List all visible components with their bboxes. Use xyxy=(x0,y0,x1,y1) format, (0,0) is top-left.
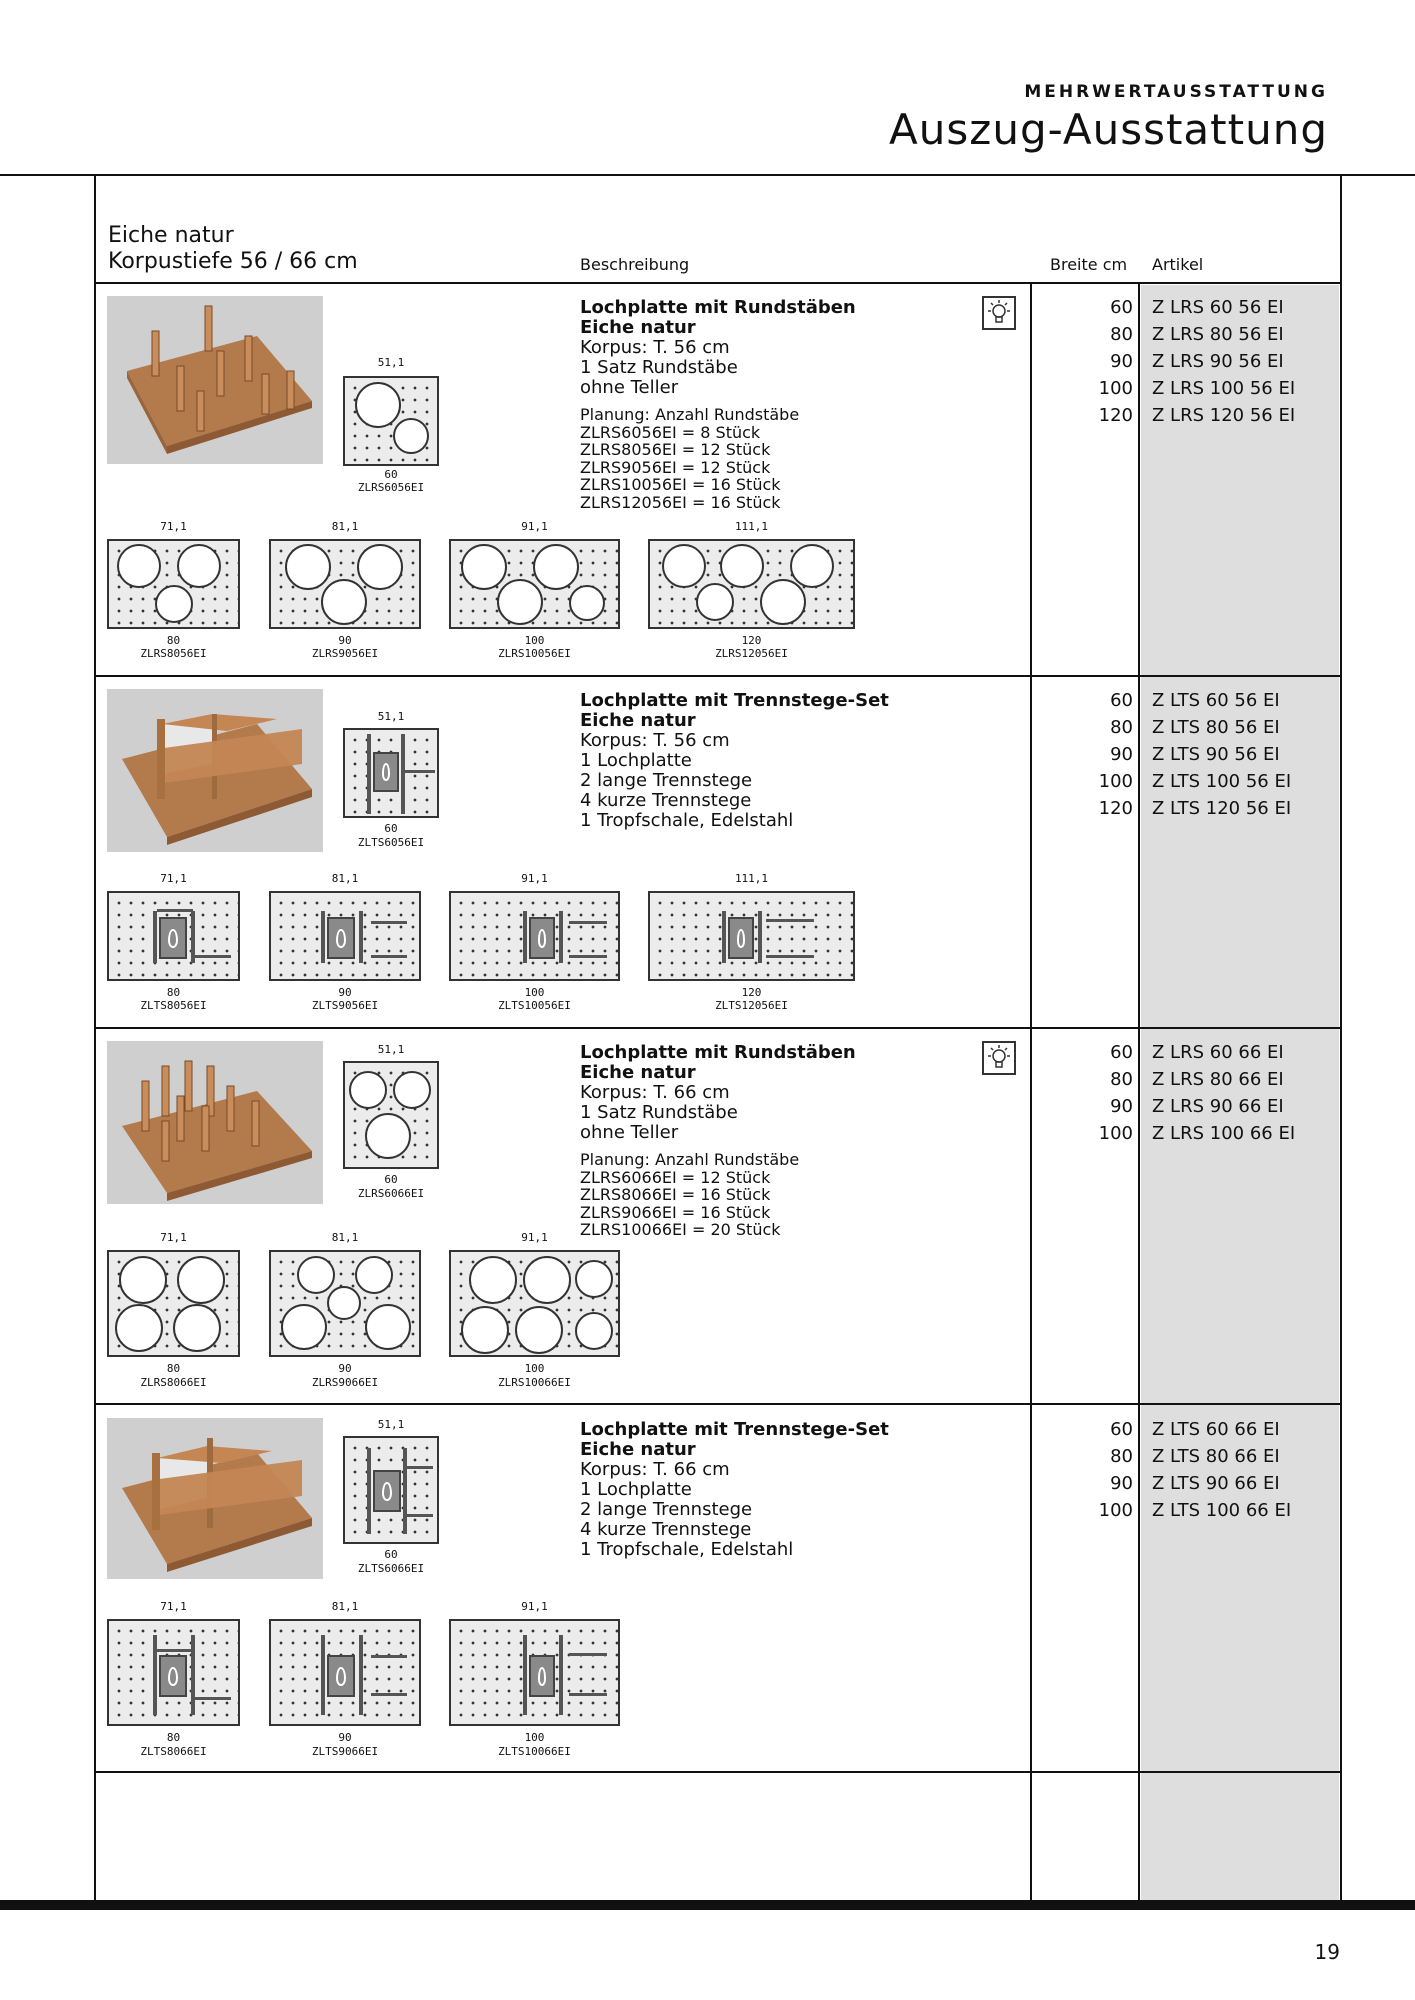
product-photo-rod-plate-66 xyxy=(107,1041,323,1204)
row-divider xyxy=(94,675,1341,677)
row-divider xyxy=(94,1027,1341,1029)
product-name: Lochplatte mit Rundstäben xyxy=(580,1042,856,1063)
article-number: Z LRS 80 66 EI xyxy=(1152,1069,1284,1090)
desc-line: 1 Lochplatte xyxy=(580,750,692,771)
layout-diagram xyxy=(449,1231,620,1396)
layout-diagram xyxy=(449,520,620,668)
width-value: 80 xyxy=(1110,1446,1133,1467)
diagram-top-dim: 81,1 xyxy=(331,872,359,885)
diagram-bottom-dim: 90 xyxy=(338,986,352,999)
article-number: Z LRS 100 66 EI xyxy=(1152,1123,1296,1144)
width-value: 90 xyxy=(1110,744,1133,765)
widths-list xyxy=(1045,1039,1133,1147)
diagram-code: ZLTS12056EI xyxy=(715,999,788,1012)
layout-diagram xyxy=(449,1600,620,1765)
desc-line: 1 Lochplatte xyxy=(580,1479,692,1500)
description-rod-plate-56 xyxy=(580,298,856,511)
desc-line: 2 lange Trennstege xyxy=(580,770,753,791)
diagram-code: ZLRS8056EI xyxy=(140,647,207,660)
product-name: Lochplatte mit Trennstege-Set xyxy=(580,1419,889,1440)
layout-diagram xyxy=(269,1231,421,1396)
perforated-plate xyxy=(343,1436,439,1544)
col-header-article: Artikel xyxy=(1152,255,1204,274)
width-value: 90 xyxy=(1110,351,1133,372)
perforated-plate xyxy=(449,1619,620,1726)
product-photo-divider-plate-66 xyxy=(107,1418,323,1579)
diagram-code: ZLRS9056EI xyxy=(311,647,379,660)
articles-list xyxy=(1152,1039,1332,1147)
layout-diagram xyxy=(648,872,855,1020)
diagram-code: ZLRS9066EI xyxy=(311,1376,379,1389)
planning-block xyxy=(580,1151,856,1239)
articles-list xyxy=(1152,687,1332,822)
diagram-bottom-dim: 80 xyxy=(166,634,181,647)
desc-line: 1 Satz Rundstäbe xyxy=(580,357,738,378)
desc-line: 1 Tropfschale, Edelstahl xyxy=(580,810,794,831)
perforated-plate xyxy=(449,1250,620,1357)
desc-line: 2 lange Trennstege xyxy=(580,1499,753,1520)
diagram-code: ZLTS9066EI xyxy=(311,1745,379,1758)
planning-block xyxy=(580,406,856,511)
perforated-plate xyxy=(107,539,240,629)
table-title xyxy=(108,223,358,275)
diagram-bottom-dim: 120 xyxy=(741,986,762,999)
layout-diagram xyxy=(449,872,620,1020)
width-column-divider xyxy=(1030,283,1032,1900)
article-number: Z LRS 90 56 EI xyxy=(1152,351,1284,372)
diagram-top-dim: 111,1 xyxy=(734,520,769,533)
article-number: Z LTS 100 66 EI xyxy=(1152,1500,1292,1521)
col-header-width: Breite cm xyxy=(1050,255,1128,274)
diagram-top-dim: 71,1 xyxy=(160,1600,187,1613)
product-name: Lochplatte mit Rundstäben xyxy=(580,297,856,318)
diagram-code: ZLRS12056EI xyxy=(715,647,788,660)
width-value: 100 xyxy=(1098,1500,1133,1521)
diagram-code: ZLTS8066EI xyxy=(140,1745,207,1758)
product-photo-divider-plate-56 xyxy=(107,689,323,852)
perforated-plate xyxy=(107,1250,240,1357)
diagram-code: ZLTS6066EI xyxy=(357,1562,425,1575)
desc-line: 1 Satz Rundstäbe xyxy=(580,1102,738,1123)
description-divider-plate-66 xyxy=(580,1420,889,1560)
width-value: 100 xyxy=(1098,1123,1133,1144)
layout-diagram xyxy=(343,710,439,855)
product-color: Eiche natur xyxy=(580,710,696,731)
table-left-border xyxy=(94,174,96,1900)
diagram-top-dim: 81,1 xyxy=(331,520,359,533)
diagram-bottom-dim: 60 xyxy=(384,822,398,835)
article-column-divider xyxy=(1138,283,1140,1900)
diagram-top-dim: 71,1 xyxy=(160,872,187,885)
desc-line: 1 Tropfschale, Edelstahl xyxy=(580,1539,794,1560)
widths-list xyxy=(1045,294,1133,429)
layout-diagram xyxy=(343,356,439,496)
diagram-bottom-dim: 100 xyxy=(524,986,545,999)
layout-diagram xyxy=(107,520,240,668)
article-number: Z LRS 60 66 EI xyxy=(1152,1042,1284,1063)
diagram-code: ZLRS10066EI xyxy=(498,1376,571,1389)
width-value: 60 xyxy=(1110,1419,1133,1440)
article-number: Z LTS 60 56 EI xyxy=(1152,690,1280,711)
perforated-plate xyxy=(343,376,439,466)
diagram-code: ZLTS9056EI xyxy=(311,999,379,1012)
product-color: Eiche natur xyxy=(580,317,696,338)
diagram-code: ZLRS8066EI xyxy=(140,1376,207,1389)
diagram-bottom-dim: 90 xyxy=(338,634,352,647)
product-name: Lochplatte mit Trennstege-Set xyxy=(580,690,889,711)
layout-diagram xyxy=(107,1231,240,1396)
diagram-bottom-dim: 80 xyxy=(166,1731,181,1744)
header-rule xyxy=(0,174,1415,176)
desc-line: Korpus: T. 56 cm xyxy=(580,337,730,358)
layout-diagram xyxy=(269,872,421,1020)
diagram-bottom-dim: 90 xyxy=(338,1362,352,1375)
diagram-top-dim: 81,1 xyxy=(331,1600,359,1613)
diagram-bottom-dim: 100 xyxy=(524,1731,545,1744)
lightbulb-icon xyxy=(982,296,1016,330)
product-color: Eiche natur xyxy=(580,1439,696,1460)
width-value: 100 xyxy=(1098,378,1133,399)
description-rod-plate-66 xyxy=(580,1043,856,1239)
drip-tray-icon xyxy=(373,1470,401,1512)
diagram-top-dim: 81,1 xyxy=(331,1231,359,1244)
material-label: Eiche natur xyxy=(108,223,234,248)
drip-tray-icon xyxy=(529,1655,555,1697)
desc-line: Korpus: T. 66 cm xyxy=(580,1459,730,1480)
width-value: 90 xyxy=(1110,1473,1133,1494)
articles-list xyxy=(1152,294,1332,429)
diagram-code: ZLTS6056EI xyxy=(357,836,425,849)
article-number: Z LTS 80 66 EI xyxy=(1152,1446,1280,1467)
diagram-bottom-dim: 60 xyxy=(384,468,398,481)
planning-line: ZLRS9056EI = 12 Stück xyxy=(580,457,771,477)
diagram-code: ZLTS8056EI xyxy=(140,999,207,1012)
diagram-bottom-dim: 120 xyxy=(741,634,762,647)
page-title: Auszug-Ausstattung xyxy=(889,105,1328,154)
article-number: Z LTS 90 56 EI xyxy=(1152,744,1280,765)
page-number: 19 xyxy=(1314,1940,1340,1964)
perforated-plate xyxy=(107,1619,240,1726)
layout-diagram xyxy=(343,1043,439,1205)
article-number: Z LRS 100 56 EI xyxy=(1152,378,1296,399)
product-photo-rod-plate-56 xyxy=(107,296,323,464)
diagram-top-dim: 71,1 xyxy=(160,1231,187,1244)
widths-list xyxy=(1045,687,1133,822)
product-color: Eiche natur xyxy=(580,1062,696,1083)
diagram-bottom-dim: 60 xyxy=(384,1173,398,1186)
perforated-plate xyxy=(648,891,855,981)
planning-line: ZLRS12056EI = 16 Stück xyxy=(580,492,781,512)
diagram-code: ZLTS10056EI xyxy=(498,999,571,1012)
drip-tray-icon xyxy=(327,917,355,959)
diagram-bottom-dim: 80 xyxy=(166,1362,181,1375)
row-divider xyxy=(94,282,1341,284)
diagram-top-dim: 51,1 xyxy=(377,710,405,723)
perforated-plate xyxy=(343,728,439,818)
perforated-plate xyxy=(269,891,421,981)
diagram-top-dim: 91,1 xyxy=(521,520,548,533)
desc-line: Korpus: T. 56 cm xyxy=(580,730,730,751)
diagram-bottom-dim: 80 xyxy=(166,986,181,999)
description-divider-plate-56 xyxy=(580,691,889,831)
width-value: 100 xyxy=(1098,771,1133,792)
perforated-plate xyxy=(269,1250,421,1357)
lightbulb-icon xyxy=(982,1041,1016,1075)
perforated-plate xyxy=(269,1619,421,1726)
planning-line: ZLRS8066EI = 16 Stück xyxy=(580,1185,771,1204)
depth-label: Korpustiefe 56 / 66 cm xyxy=(108,249,358,274)
widths-list xyxy=(1045,1416,1133,1524)
row-divider xyxy=(94,1403,1341,1405)
planning-line: ZLRS10056EI = 16 Stück xyxy=(580,475,781,494)
width-value: 80 xyxy=(1110,324,1133,345)
drip-tray-icon xyxy=(327,1655,355,1697)
diagram-code: ZLTS10066EI xyxy=(498,1745,571,1758)
article-number: Z LRS 90 66 EI xyxy=(1152,1096,1284,1117)
article-number: Z LTS 60 66 EI xyxy=(1152,1419,1280,1440)
layout-diagram xyxy=(343,1418,439,1583)
perforated-plate xyxy=(449,539,620,629)
layout-diagram xyxy=(648,520,855,668)
layout-diagram xyxy=(269,520,421,668)
article-number: Z LRS 80 56 EI xyxy=(1152,324,1284,345)
diagram-code: ZLRS10056EI xyxy=(498,647,571,660)
row-divider xyxy=(94,1771,1341,1773)
perforated-plate xyxy=(269,539,421,629)
drip-tray-icon xyxy=(373,752,399,792)
diagram-bottom-dim: 90 xyxy=(338,1731,352,1744)
desc-line: Korpus: T. 66 cm xyxy=(580,1082,730,1103)
article-number: Z LTS 90 66 EI xyxy=(1152,1473,1280,1494)
diagram-bottom-dim: 100 xyxy=(524,634,545,647)
diagram-top-dim: 111,1 xyxy=(734,872,769,885)
table-right-border xyxy=(1340,174,1342,1900)
drip-tray-icon xyxy=(728,917,754,959)
width-value: 80 xyxy=(1110,1069,1133,1090)
drip-tray-icon xyxy=(529,917,555,959)
diagram-bottom-dim: 100 xyxy=(524,1362,545,1375)
diagram-code: ZLRS6066EI xyxy=(357,1187,425,1200)
width-value: 80 xyxy=(1110,717,1133,738)
article-number: Z LTS 80 56 EI xyxy=(1152,717,1280,738)
articles-list xyxy=(1152,1416,1332,1524)
layout-diagram xyxy=(107,872,240,1020)
article-number: Z LTS 100 56 EI xyxy=(1152,771,1292,792)
width-value: 120 xyxy=(1098,405,1133,426)
diagram-code: ZLRS6056EI xyxy=(357,481,425,494)
diagram-top-dim: 71,1 xyxy=(160,520,187,533)
diagram-top-dim: 51,1 xyxy=(377,1418,405,1431)
planning-line: ZLRS10066EI = 20 Stück xyxy=(580,1220,781,1239)
width-value: 90 xyxy=(1110,1096,1133,1117)
desc-line: 4 kurze Trennstege xyxy=(580,1519,752,1540)
article-number: Z LTS 120 56 EI xyxy=(1152,798,1292,819)
diagram-top-dim: 51,1 xyxy=(377,356,405,369)
planning-line: ZLRS6066EI = 12 Stück xyxy=(580,1167,771,1187)
diagram-top-dim: 91,1 xyxy=(521,1231,548,1244)
planning-line: ZLRS8056EI = 12 Stück xyxy=(580,440,771,459)
desc-line: ohne Teller xyxy=(580,377,679,398)
planning-line: ZLRS9066EI = 16 Stück xyxy=(580,1202,771,1222)
desc-line: ohne Teller xyxy=(580,1122,679,1143)
diagram-top-dim: 91,1 xyxy=(521,1600,548,1613)
width-value: 120 xyxy=(1098,798,1133,819)
layout-diagram xyxy=(107,1600,240,1765)
drip-tray-icon xyxy=(159,1655,187,1697)
article-number: Z LRS 60 56 EI xyxy=(1152,297,1284,318)
planning-title: Planung: Anzahl Rundstäbe xyxy=(580,1150,800,1169)
article-number: Z LRS 120 56 EI xyxy=(1152,405,1296,426)
diagram-top-dim: 51,1 xyxy=(377,1043,405,1056)
perforated-plate xyxy=(648,539,855,629)
perforated-plate xyxy=(343,1061,439,1169)
width-value: 60 xyxy=(1110,1042,1133,1063)
footer-bar xyxy=(0,1900,1415,1910)
col-header-description: Beschreibung xyxy=(580,255,690,274)
width-value: 60 xyxy=(1110,690,1133,711)
width-value: 60 xyxy=(1110,297,1133,318)
perforated-plate xyxy=(449,891,620,981)
desc-line: 4 kurze Trennstege xyxy=(580,790,752,811)
layout-diagram xyxy=(269,1600,421,1765)
diagram-top-dim: 91,1 xyxy=(521,872,548,885)
drip-tray-icon xyxy=(159,917,187,959)
diagram-bottom-dim: 60 xyxy=(384,1548,398,1561)
section-eyebrow: MEHRWERTAUSSTATTUNG xyxy=(1024,82,1328,102)
planning-title: Planung: Anzahl Rundstäbe xyxy=(580,405,800,424)
planning-line: ZLRS6056EI = 8 Stück xyxy=(580,422,761,442)
perforated-plate xyxy=(107,891,240,981)
